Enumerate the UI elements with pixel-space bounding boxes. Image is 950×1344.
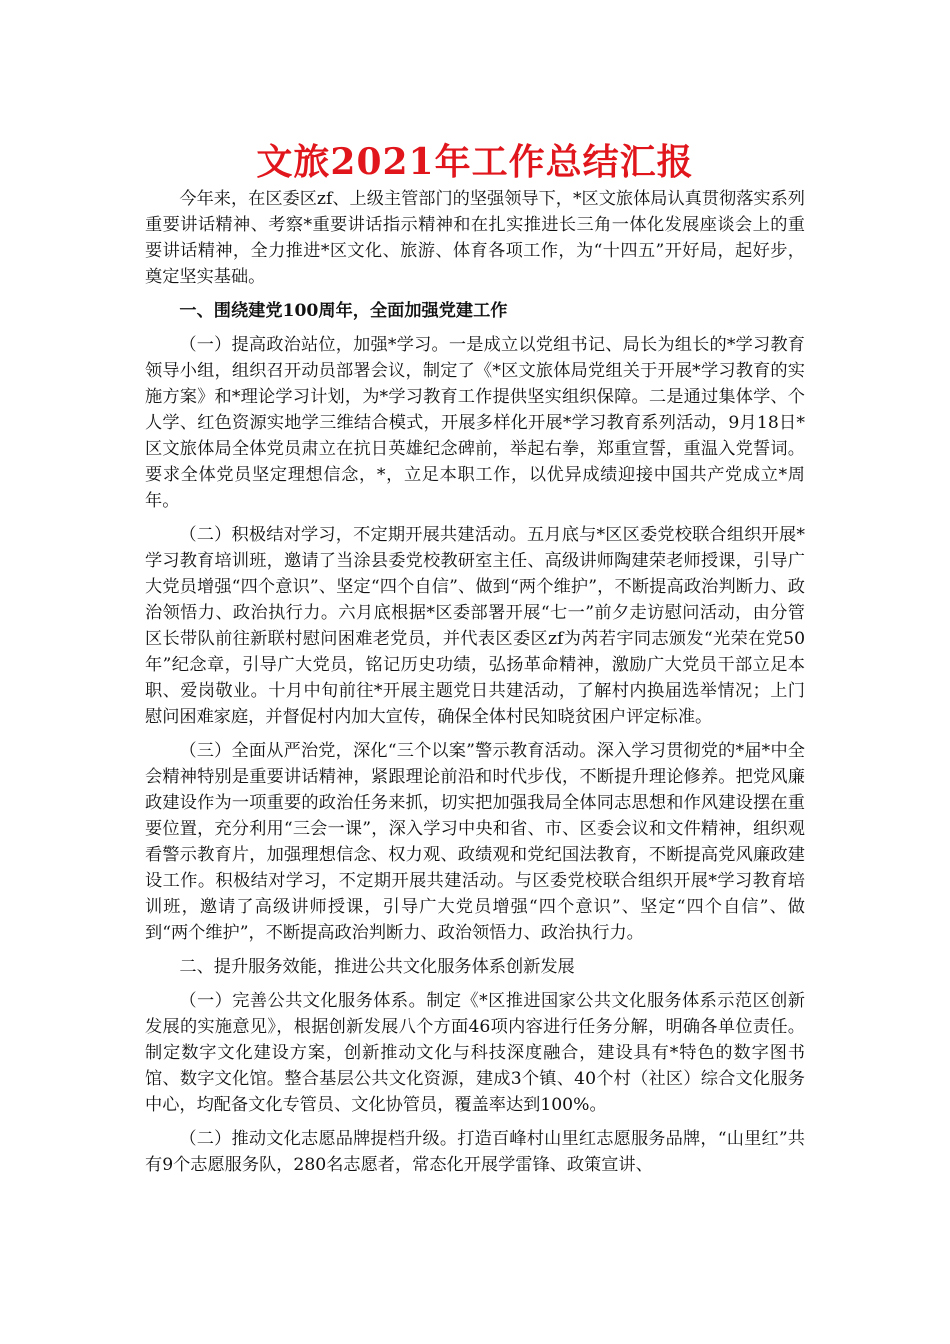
section-2-item-2: （二）推动文化志愿品牌提档升级。打造百峰村山里红志愿服务品牌，“山里红”共有9个志愿服务队，280名志愿者，常态化开展学雷锋、政策宣讲、 xyxy=(145,1129,805,1175)
section-2-item-1: （一）完善公共文化服务体系。制定《*区推进国家公共文化服务体系示范区创新发展的实施意见》，根据创新发展八个方面46项内容进行任务分解，明确各单位责任。制定数字文化建设方案，创新推动文化与科技深度融合，建设具有*特色的数字图书馆、数字文化馆。整合基层公共文化资源，建成3个镇、40个村（社区）综合文化服务中心，均配备文化专管员、文化协管员，覆盖率达到100%。 xyxy=(145,991,805,1115)
section-1-item-3: （三）全面从严治党，深化“三个以案”警示教育活动。深入学习贯彻党的*届*中全会精神特别是重要讲话精神，紧跟理论前沿和时代步伐，不断提升理论修养。把党风廉政建设作为一项重要的政治任务来抓，切实把加强我局全体同志思想和作风建设摆在重要位置，充分利用“三会一课”，深入学习中央和省、市、区委会议和文件精神，组织观看警示教育片，加强理想信念、权力观、政绩观和党纪国法教育，不断提高党风廉政建设工作。积极结对学习，不定期开展共建活动。与区委党校联合组织开展*学习教育培训班，邀请了高级讲师授课，引导广大党员增强“四个意识”、坚定“四个自信”、做到“两个维护”，不断提高政治判断力、政治领悟力、政治执行力。 xyxy=(145,741,805,943)
document-body xyxy=(145,186,805,1186)
document-title: 文旅2021年工作总结汇报 xyxy=(256,141,694,183)
section-heading-2: 二、提升服务效能，推进公共文化服务体系创新发展 xyxy=(179,957,575,977)
section-1-item-1: （一）提高政治站位，加强*学习。一是成立以党组书记、局长为组长的*学习教育领导小组，组织召开动员部署会议，制定了《*区文旅体局党组关于开展*学习教育的实施方案》和*理论学习计划，为*学习教育工作提供坚实组织保障。二是通过集体学、个人学、红色资源实地学三维结合模式，开展多样化开展*学习教育系列活动，9月18日*区文旅体局全体党员肃立在抗日英雄纪念碑前，举起右拳，郑重宣誓，重温入党誓词。要求全体党员坚定理想信念，*，立足本职工作，以优异成绩迎接中国共产党成立*周年。 xyxy=(145,335,805,511)
section-heading-1: 一、围绕建党100周年，全面加强党建工作 xyxy=(179,301,508,321)
section-1-item-2: （二）积极结对学习，不定期开展共建活动。五月底与*区区委党校联合组织开展*学习教育培训班，邀请了当涂县委党校教研室主任、高级讲师陶建荣老师授课，引导广大党员增强“四个意识”、坚定“四个自信”、做到“两个维护”，不断提高政治判断力、政治领悟力、政治执行力。六月底根据*区委部署开展“七一”前夕走访慰问活动，由分管区长带队前往新联村慰问困难老党员，并代表区委区zf为芮若宇同志颁发“光荣在党50年”纪念章，引导广大党员，铭记历史功绩，弘扬革命精神，激励广大党员干部立足本职、爱岗敬业。十月中旬前往*开展主题党日共建活动，了解村内换届选举情况；上门慰问困难家庭，并督促村内加大宣传，确保全体村民知晓贫困户评定标准。 xyxy=(145,525,805,727)
intro-paragraph: 今年来，在区委区zf、上级主管部门的坚强领导下，*区文旅体局认真贯彻落实系列重要讲话精神、考察*重要讲话指示精神和在扎实推进长三角一体化发展座谈会上的重要讲话精神，全力推进*区文化、旅游、体育各项工作，为“十四五”开好局，起好步，奠定坚实基础。 xyxy=(145,189,805,287)
